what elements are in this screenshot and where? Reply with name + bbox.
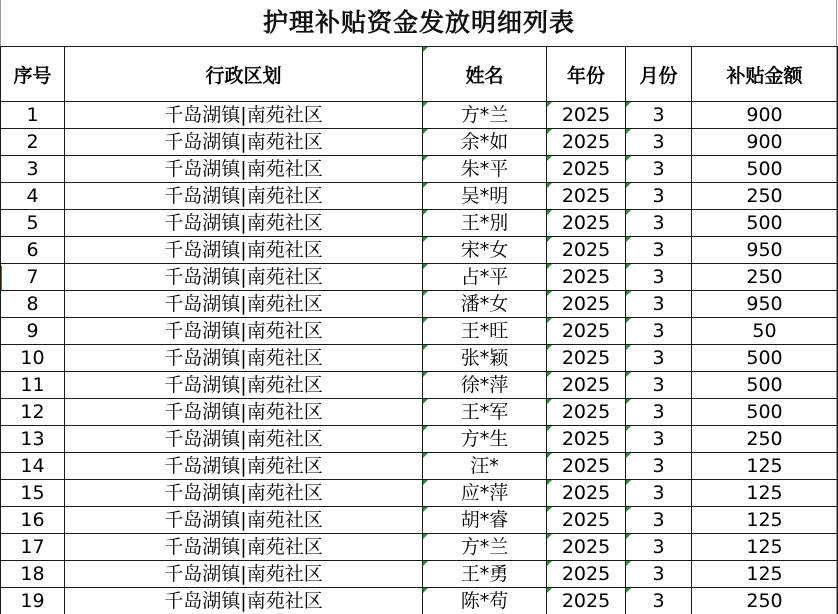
header-cell-amount[interactable]: 补贴金额 xyxy=(692,47,838,102)
cell-index[interactable]: 15 xyxy=(1,480,65,507)
cell-year[interactable]: 2025 xyxy=(547,264,626,291)
cell-region[interactable]: 千岛湖镇|南苑社区 xyxy=(65,426,423,453)
cell-index[interactable]: 17 xyxy=(1,534,65,561)
header-cell-index[interactable]: 序号 xyxy=(1,47,65,102)
cell-name[interactable]: 吴*明 xyxy=(423,183,547,210)
cell-amount[interactable]: 125 xyxy=(692,561,838,588)
cell-region[interactable]: 千岛湖镇|南苑社区 xyxy=(65,399,423,426)
cell-region[interactable]: 千岛湖镇|南苑社区 xyxy=(65,507,423,534)
cell-region[interactable]: 千岛湖镇|南苑社区 xyxy=(65,561,423,588)
table-body xyxy=(1,102,838,614)
cell-year[interactable]: 2025 xyxy=(547,291,626,318)
cell-month[interactable]: 3 xyxy=(626,480,692,507)
cell-name[interactable]: 余*如 xyxy=(423,129,547,156)
cell-amount[interactable]: 125 xyxy=(692,480,838,507)
cell-region[interactable]: 千岛湖镇|南苑社区 xyxy=(65,345,423,372)
cell-year[interactable]: 2025 xyxy=(547,345,626,372)
cell-amount[interactable]: 500 xyxy=(692,345,838,372)
table-row xyxy=(1,453,838,480)
cell-name[interactable]: 方*兰 xyxy=(423,102,547,129)
header-cell-month[interactable]: 月份 xyxy=(626,47,692,102)
cell-month[interactable]: 3 xyxy=(626,291,692,318)
table-row xyxy=(1,507,838,534)
cell-region[interactable]: 千岛湖镇|南苑社区 xyxy=(65,318,423,345)
cell-month[interactable]: 3 xyxy=(626,426,692,453)
cell-year[interactable]: 2025 xyxy=(547,399,626,426)
table-row xyxy=(1,534,838,561)
cell-amount[interactable]: 500 xyxy=(692,210,838,237)
cell-index[interactable]: 19 xyxy=(1,588,65,614)
table-row xyxy=(1,156,838,183)
cell-name[interactable]: 占*平 xyxy=(423,264,547,291)
cell-amount[interactable]: 50 xyxy=(692,318,838,345)
cell-amount[interactable]: 950 xyxy=(692,291,838,318)
cell-amount[interactable]: 900 xyxy=(692,102,838,129)
cell-index[interactable]: 18 xyxy=(1,561,65,588)
cell-name[interactable]: 张*颖 xyxy=(423,345,547,372)
table-row xyxy=(1,426,838,453)
cell-year[interactable]: 2025 xyxy=(547,318,626,345)
header-cell-year[interactable]: 年份 xyxy=(547,47,626,102)
cell-index[interactable]: 11 xyxy=(1,372,65,399)
cell-year[interactable]: 2025 xyxy=(547,372,626,399)
table-row xyxy=(1,291,838,318)
cell-month[interactable]: 3 xyxy=(626,183,692,210)
cell-region[interactable]: 千岛湖镇|南苑社区 xyxy=(65,372,423,399)
cell-index[interactable]: 10 xyxy=(1,345,65,372)
cell-index[interactable]: 6 xyxy=(1,237,65,264)
table-row xyxy=(1,372,838,399)
cell-month[interactable]: 3 xyxy=(626,264,692,291)
header-cell-name[interactable]: 姓名 xyxy=(423,47,547,102)
cell-year[interactable]: 2025 xyxy=(547,156,626,183)
cell-name[interactable]: 宋*女 xyxy=(423,237,547,264)
cell-name[interactable]: 王*別 xyxy=(423,210,547,237)
cell-index[interactable]: 7 xyxy=(1,264,65,291)
table-row xyxy=(1,561,838,588)
cell-index[interactable]: 1 xyxy=(1,102,65,129)
cell-year[interactable]: 2025 xyxy=(547,561,626,588)
table-row xyxy=(1,480,838,507)
cell-month[interactable]: 3 xyxy=(626,561,692,588)
cell-region[interactable]: 千岛湖镇|南苑社区 xyxy=(65,237,423,264)
cell-amount[interactable]: 125 xyxy=(692,453,838,480)
cell-index[interactable]: 12 xyxy=(1,399,65,426)
header-row xyxy=(1,47,838,102)
cell-name[interactable]: 汪* xyxy=(423,453,547,480)
cell-index[interactable]: 13 xyxy=(1,426,65,453)
cell-month[interactable]: 3 xyxy=(626,399,692,426)
cell-amount[interactable]: 250 xyxy=(692,264,838,291)
cell-index[interactable]: 8 xyxy=(1,291,65,318)
cell-month[interactable]: 3 xyxy=(626,372,692,399)
cell-month[interactable]: 3 xyxy=(626,534,692,561)
cell-index[interactable]: 14 xyxy=(1,453,65,480)
cell-amount[interactable]: 250 xyxy=(692,426,838,453)
cell-month[interactable]: 3 xyxy=(626,588,692,614)
cell-year[interactable]: 2025 xyxy=(547,588,626,614)
sheet-title: 护理补贴资金发放明细列表 xyxy=(262,8,575,37)
cell-month[interactable]: 3 xyxy=(626,237,692,264)
cell-year[interactable]: 2025 xyxy=(547,210,626,237)
cell-month[interactable]: 3 xyxy=(626,129,692,156)
cell-index[interactable]: 5 xyxy=(1,210,65,237)
header-cell-region[interactable]: 行政区划 xyxy=(65,47,423,102)
cell-name[interactable]: 方*生 xyxy=(423,426,547,453)
cell-amount[interactable]: 125 xyxy=(692,507,838,534)
cell-amount[interactable]: 500 xyxy=(692,156,838,183)
cell-amount[interactable]: 500 xyxy=(692,399,838,426)
cell-amount[interactable]: 250 xyxy=(692,183,838,210)
cell-amount[interactable]: 950 xyxy=(692,237,838,264)
cell-region[interactable]: 千岛湖镇|南苑社区 xyxy=(65,264,423,291)
cell-name[interactable]: 王*军 xyxy=(423,399,547,426)
cell-year[interactable]: 2025 xyxy=(547,129,626,156)
cell-region[interactable]: 千岛湖镇|南苑社区 xyxy=(65,588,423,614)
cell-amount[interactable]: 250 xyxy=(692,588,838,614)
cell-region[interactable]: 千岛湖镇|南苑社区 xyxy=(65,183,423,210)
table-row xyxy=(1,129,838,156)
cell-name[interactable]: 潘*女 xyxy=(423,291,547,318)
cell-region[interactable]: 千岛湖镇|南苑社区 xyxy=(65,534,423,561)
cell-name[interactable]: 王*旺 xyxy=(423,318,547,345)
cell-index[interactable]: 2 xyxy=(1,129,65,156)
cell-region[interactable]: 千岛湖镇|南苑社区 xyxy=(65,480,423,507)
cell-region[interactable]: 千岛湖镇|南苑社区 xyxy=(65,291,423,318)
cell-month[interactable]: 3 xyxy=(626,210,692,237)
cell-region[interactable]: 千岛湖镇|南苑社区 xyxy=(65,453,423,480)
cell-index[interactable]: 16 xyxy=(1,507,65,534)
cell-month[interactable]: 3 xyxy=(626,507,692,534)
cell-month[interactable]: 3 xyxy=(626,453,692,480)
table-row xyxy=(1,399,838,426)
cell-name[interactable]: 胡*睿 xyxy=(423,507,547,534)
cell-name[interactable]: 陈*苟 xyxy=(423,588,547,614)
cell-index[interactable]: 4 xyxy=(1,183,65,210)
cell-amount[interactable]: 125 xyxy=(692,534,838,561)
cell-month[interactable]: 3 xyxy=(626,318,692,345)
cell-year[interactable]: 2025 xyxy=(547,507,626,534)
cell-index[interactable]: 9 xyxy=(1,318,65,345)
cell-region[interactable]: 千岛湖镇|南苑社区 xyxy=(65,102,423,129)
cell-amount[interactable]: 900 xyxy=(692,129,838,156)
table-row xyxy=(1,237,838,264)
cell-month[interactable]: 3 xyxy=(626,345,692,372)
cell-amount[interactable]: 500 xyxy=(692,372,838,399)
table-row xyxy=(1,264,838,291)
subsidy-table xyxy=(0,46,838,614)
cell-region[interactable]: 千岛湖镇|南苑社区 xyxy=(65,210,423,237)
cell-index[interactable]: 3 xyxy=(1,156,65,183)
cell-month[interactable]: 3 xyxy=(626,102,692,129)
table-row xyxy=(1,345,838,372)
cell-year[interactable]: 2025 xyxy=(547,102,626,129)
cell-year[interactable]: 2025 xyxy=(547,237,626,264)
table-row xyxy=(1,183,838,210)
cell-month[interactable]: 3 xyxy=(626,156,692,183)
table-row xyxy=(1,102,838,129)
cell-region[interactable]: 千岛湖镇|南苑社区 xyxy=(65,156,423,183)
table-row xyxy=(1,210,838,237)
cell-name[interactable]: 王*勇 xyxy=(423,561,547,588)
cell-name[interactable]: 应*萍 xyxy=(423,480,547,507)
cell-name[interactable]: 方*兰 xyxy=(423,534,547,561)
cell-year[interactable]: 2025 xyxy=(547,183,626,210)
table-row xyxy=(1,318,838,345)
cell-year[interactable]: 2025 xyxy=(547,453,626,480)
cell-name[interactable]: 徐*萍 xyxy=(423,372,547,399)
cell-year[interactable]: 2025 xyxy=(547,480,626,507)
cell-region[interactable]: 千岛湖镇|南苑社区 xyxy=(65,129,423,156)
cell-year[interactable]: 2025 xyxy=(547,534,626,561)
table-row xyxy=(1,588,838,614)
cell-year[interactable]: 2025 xyxy=(547,426,626,453)
cell-name[interactable]: 朱*平 xyxy=(423,156,547,183)
